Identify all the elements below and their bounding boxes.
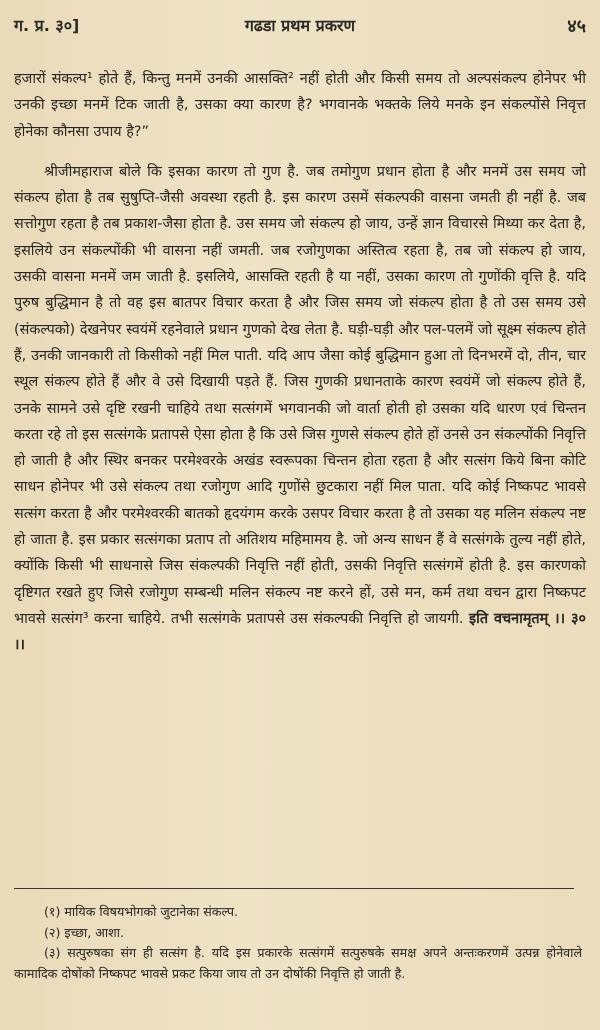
paragraph-question: हजारों संकल्प¹ होते हैं, किन्तु मनमें उनकी आसक्ति² नहीं होती और किसी समय तो अल्पसंकल्प होनेपर भी उनकी इच्छा मनमें टिक जाती है, उसका क्या कारण है? भगवानके भक्तके लिये मनके इन संकल्पोंसे निवृत्त होनेका कौनसा उपाय है?”	[14, 71, 586, 140]
footnote-1: (१) मायिक विषयभोगको जुटानेका संकल्प.	[44, 904, 239, 919]
footnotes	[14, 902, 589, 984]
paragraph-answer	[14, 159, 586, 659]
footnote-2: (२) इच्छा, आशा.	[44, 924, 124, 940]
footnote-3: (३) सत्पुरुषका संग ही सत्संग है. यदि इस प्रकारके सत्संगमें सत्पुरुषके समक्ष अपने अन्तःकरणमें उत्पन्न होनेवाले कामादिक दोषोंको निष्कपट भावसे प्रकट किया जाय तो उन दोषोंकी निवृत्ति हो जाती है.	[14, 945, 582, 981]
end-mark: इति वचनामृतम् ।। ३० ।।	[14, 610, 586, 654]
main-text	[14, 66, 586, 659]
chapter-reference: ग. प्र. ३०]	[14, 16, 80, 35]
footnote-divider	[14, 888, 574, 889]
page-header	[14, 14, 586, 44]
answer-text: श्रीजीमहाराज बोले कि इसका कारण तो गुण है. जब तमोगुण प्रधान होता है और मनमें उस समय जो संकल्प होता है तब सुषुप्ति-जैसी अवस्था रहती है. इस कारण उसमें संकल्पकी वासना जमती ही नहीं है. जब सत्तोगुण रहता है तब प्रकाश-जैसा होता है. उस समय जो संकल्प हो जाय, उन्हें ज्ञान विचारसे मिथ्या कर देता है, इसलिये उन संकल्पोंकी भी वासना नहीं जमती. जब रजोगुणका अस्तित्व रहता है, तब जो संकल्प हो जाय, उसकी वासना मनमें जम जाती है. इसलिये, आसक्ति रहती है या नहीं, उसका कारण तो गुणोंकी वृत्ति है. यदि पुरुष बुद्धिमान है तो वह इस बातपर विचार करता है और जिस समय जो संकल्प होता है तो उस समय उसे (संकल्पको) देखनेपर स्वयंमें रहनेवाले प्रधान गुणको देख लेता है. घड़ी-घड़ी और पल-पलमें जो सूक्ष्म संकल्प होते हैं, उनकी जानकारी तो किसीको नहीं मिल पाती. यदि आप जैसा कोई बुद्धिमान हुआ तो दिनभरमें दो, तीन, चार स्थूल संकल्प होते हैं और वे उसे दिखायी पड़ते हैं. जिस गुणकी प्रधानताके कारण स्वयंमें जो संकल्प होते हैं, उनके सामने उसे दृष्टि रखनी चाहिये तथा सत्संगमें भगवानकी जो वार्ता होती हो उसका यदि धारण एवं चिन्तन करता रहे तो इस सत्संगके प्रतापसे ऐसा होता है कि उसे जिस गुणसे संकल्प होते हों उनसे उन संकल्पोंकी निवृत्ति हो जाती है और स्थिर बनकर परमेश्वरके अखंड स्वरूपका चिन्तन होता रहता है और सत्संग किये बिना कोटि साधन होनेपर भी उसे संकल्प तथा रजोगुण आदि गुणोंसे छुटकारा नहीं मिल पाता. यदि कोई निष्कपट भावसे सत्संग करता है और परमेश्वरकी बातको हृदयंगम करके उसपर विचार करता है तो उसका यह मलिन संकल्प नष्ट हो जाता है. इस प्रकार सत्संगका प्रताप तो अतिशय महिमामय है. जो अन्य साधन हैं वे सत्संगके तुल्य नहीं होते, क्योंकि किसी भी साधनासे जिस संकल्पकी निवृत्ति नहीं होती, उसकी निवृत्ति सत्संगमें होती है. इस कारणको दृष्टिगत रखते हुए जिसे रजोगुण सम्बन्धी मलिन संकल्प नष्ट करने हों, उसे मन, कर्म तथा वचन द्वारा निष्कपट भावसे सत्संग³ करना चाहिये. तभी सत्संगके प्रतापसे उस संकल्पकी निवृत्ति हो जायगी.	[14, 163, 586, 627]
page-number: ४५	[567, 16, 586, 37]
running-title: गढडा प्रथम प्रकरण	[244, 16, 356, 35]
